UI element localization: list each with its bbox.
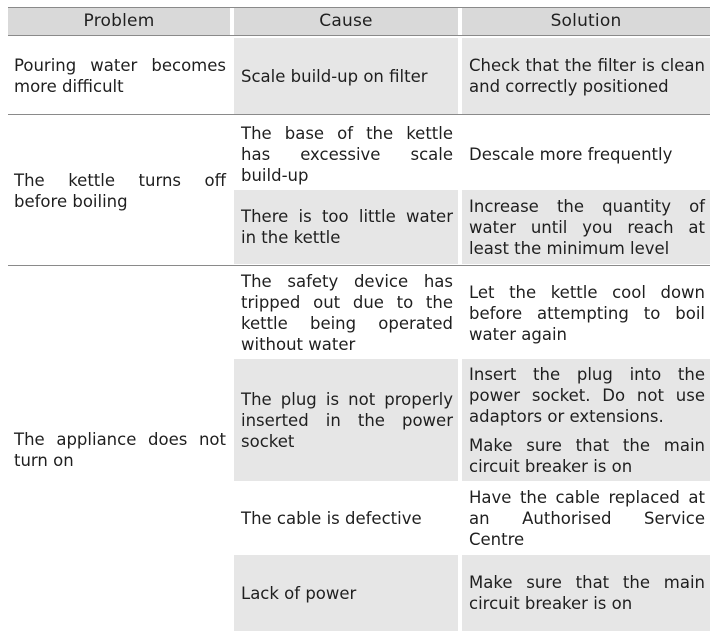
header-top-rule	[8, 7, 710, 8]
problem-text: Pouring water becomes more difficult	[14, 56, 226, 96]
solution-text: Increase the quantity of water until you reach at least the minimum level	[469, 196, 705, 258]
solution-text: Make sure that the main circuit breaker is on	[469, 573, 705, 613]
cause-text: The base of the kettle has excessive scale build-up	[241, 123, 453, 185]
header-solution: Solution	[462, 7, 710, 35]
solution-text: Let the kettle cool down before attempting to boil water again	[469, 282, 705, 344]
problem-text: The appliance does not turn on	[14, 430, 226, 470]
cause-cell	[234, 555, 458, 631]
cause-cell	[234, 359, 458, 481]
cause-cell	[234, 190, 458, 264]
problem-cell	[8, 38, 228, 114]
solution-text: Make sure that the main circuit breaker is on	[469, 435, 705, 476]
solution-text: Insert the plug into the power socket. Do not use adaptors or extensions.	[469, 364, 705, 426]
cause-cell	[234, 38, 458, 114]
solution-cell	[462, 483, 710, 553]
problem-text: The kettle turns off before boiling	[14, 171, 226, 211]
problem-cell	[8, 118, 228, 264]
solution-cell	[462, 118, 710, 190]
solution-text: Descale more frequently	[469, 144, 673, 164]
solution-cell	[462, 190, 710, 264]
cause-text: The cable is defective	[241, 508, 422, 528]
solution-cell	[462, 269, 710, 357]
solution-cell	[462, 555, 710, 631]
header-problem: Problem	[8, 7, 230, 35]
cause-text: The safety device has tripped out due to the kettle being operated without water	[241, 272, 453, 354]
cause-text: There is too little water in the kettle	[241, 207, 453, 247]
header-bottom-rule	[8, 35, 710, 36]
solution-cell	[462, 359, 710, 481]
cause-cell	[234, 269, 458, 357]
cause-cell	[234, 483, 458, 553]
cause-text: Lack of power	[241, 583, 357, 603]
solution-text: Have the cable replaced at an Authorised Service Centre	[469, 487, 705, 549]
header-cause: Cause	[234, 7, 458, 35]
cause-text: The plug is not properly inserted in the power socket	[241, 389, 453, 451]
solution-text: Check that the filter is clean and correctly positioned	[469, 56, 705, 96]
problem-cell	[8, 269, 228, 631]
row-divider	[8, 265, 710, 266]
cause-text: Scale build-up on filter	[241, 66, 428, 86]
cause-cell	[234, 118, 458, 190]
solution-cell	[462, 38, 710, 114]
row-divider	[8, 114, 710, 115]
